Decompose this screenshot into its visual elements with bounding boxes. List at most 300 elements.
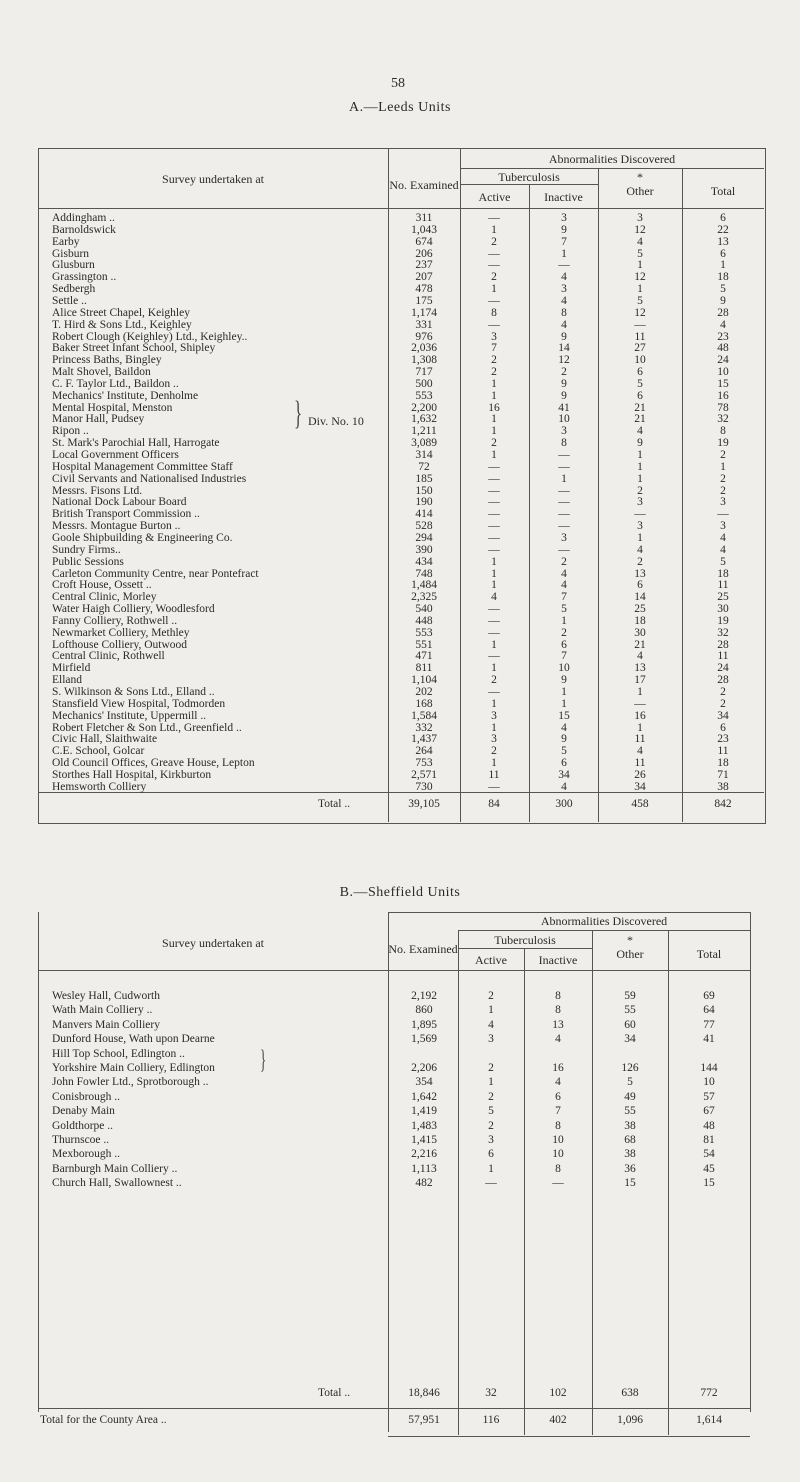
row-inactive: 4: [561, 579, 567, 592]
row-active: —: [488, 686, 500, 698]
row-name: Sundry Firms..: [52, 543, 121, 556]
total-other-b: 638: [621, 1387, 639, 1399]
row-name: Water Haigh Colliery, Woodlesford: [52, 603, 215, 616]
row-other: 18: [634, 614, 646, 627]
division-label: Div. No. 10: [308, 414, 364, 428]
table-row: [0, 1048, 800, 1061]
row-name: National Dock Labour Board: [52, 496, 187, 509]
row-total: 45: [703, 1162, 715, 1175]
page-number: 58: [391, 76, 405, 91]
row-other: 26: [634, 768, 646, 781]
row-active: 2: [488, 1062, 494, 1074]
row-name: Church Hall, Swallownest ..: [52, 1177, 182, 1190]
row-other: 11: [634, 757, 646, 770]
row-inactive: 14: [558, 342, 570, 355]
row-total: 77: [703, 1018, 715, 1031]
row-examined: 553: [415, 626, 433, 639]
row-name: Goole Shipbuilding & Engineering Co.: [52, 531, 233, 544]
row-total: 23: [717, 733, 729, 746]
row-active: 1: [491, 389, 497, 402]
row-examined: 860: [415, 1004, 433, 1017]
row-active: 1: [488, 1076, 494, 1089]
row-inactive: 1: [561, 614, 567, 627]
row-inactive: 4: [561, 567, 567, 580]
row-total: 57: [703, 1090, 715, 1103]
row-name: Yorkshire Main Colliery, Edlington: [52, 1062, 215, 1074]
row-examined: 448: [415, 614, 433, 627]
row-other: 21: [634, 413, 646, 426]
row-inactive: 34: [558, 768, 570, 781]
tuberculosis-header: Tuberculosis: [498, 170, 560, 184]
row-total: 144: [700, 1062, 718, 1074]
edlington-brace: }: [260, 1045, 267, 1074]
row-inactive: 1: [561, 247, 567, 260]
row-active: 2: [491, 271, 497, 284]
table-row: [0, 1062, 800, 1075]
row-total: 13: [717, 235, 729, 248]
row-name: Central Clinic, Rothwell: [52, 650, 165, 663]
total-active: 84: [488, 798, 500, 810]
row-inactive: 9: [561, 389, 567, 402]
row-inactive: 2: [561, 626, 567, 639]
row-total: 2: [720, 697, 726, 710]
row-total: 18: [717, 567, 729, 580]
total-examined: 39,105: [408, 798, 440, 810]
row-examined: 72: [418, 460, 430, 473]
row-active: 3: [491, 709, 497, 722]
row-inactive: 10: [558, 413, 570, 426]
row-active: 6: [488, 1148, 494, 1161]
row-other: 34: [634, 780, 646, 793]
table-row: [0, 1177, 800, 1190]
row-other: 15: [624, 1177, 636, 1190]
row-inactive: 8: [561, 306, 567, 319]
row-examined: 482: [415, 1177, 433, 1190]
row-total: 32: [717, 626, 729, 639]
row-active: 2: [491, 437, 497, 450]
row-examined: 753: [415, 757, 433, 770]
row-examined: 2,325: [411, 591, 437, 604]
total-examined-b: 18,846: [408, 1387, 440, 1399]
row-active: —: [488, 650, 500, 663]
row-name: Sedbergh: [52, 283, 96, 296]
row-other: 1: [637, 531, 643, 544]
row-other: 49: [624, 1090, 636, 1103]
survey-header-b: Survey undertaken at: [162, 936, 264, 950]
row-other: 11: [634, 733, 646, 746]
table-row: [0, 1004, 800, 1017]
row-name: Gisburn: [52, 247, 90, 260]
table-row: [0, 1105, 800, 1118]
row-examined: 553: [415, 389, 433, 402]
row-active: 16: [488, 401, 500, 414]
row-active: 2: [491, 745, 497, 758]
row-inactive: 4: [561, 294, 567, 307]
row-total: 48: [717, 342, 729, 355]
row-active: —: [488, 247, 500, 260]
row-name: Barnburgh Main Colliery ..: [52, 1162, 178, 1175]
row-other: 6: [637, 579, 643, 592]
row-active: 1: [488, 1004, 494, 1017]
row-name: Addingham ..: [52, 212, 115, 224]
row-examined: 150: [415, 484, 433, 497]
row-other: 1: [637, 686, 643, 698]
row-name: Wesley Hall, Cudworth: [52, 990, 160, 1002]
row-examined: 175: [415, 294, 433, 307]
row-total: 4: [720, 531, 726, 544]
abnormalities-header: Abnormalities Discovered: [548, 152, 676, 166]
other-header: Other: [626, 184, 654, 198]
row-name: Hemsworth Colliery: [52, 780, 147, 793]
total-label-b: Total ..: [318, 1387, 351, 1399]
row-active: 4: [488, 1018, 494, 1031]
row-total: 78: [717, 401, 729, 414]
row-name: Ripon ..: [52, 425, 89, 438]
row-active: —: [488, 318, 500, 331]
row-inactive: 6: [561, 638, 567, 651]
row-inactive: 10: [552, 1148, 564, 1161]
active-header-b: Active: [475, 953, 507, 967]
section-a-title: A.—Leeds Units: [349, 100, 451, 115]
row-inactive: 3: [561, 212, 567, 224]
inactive-header-b: Inactive: [538, 953, 578, 967]
row-total: 69: [703, 990, 715, 1002]
county-inactive: 402: [549, 1414, 567, 1426]
row-other: 11: [634, 330, 646, 343]
row-name: Mechanics' Institute, Uppermill ..: [52, 709, 207, 722]
row-inactive: 3: [561, 283, 567, 296]
row-active: 3: [488, 1033, 494, 1046]
row-examined: 1,584: [411, 709, 437, 722]
row-total: 67: [703, 1105, 715, 1118]
table-row: [0, 1019, 800, 1032]
row-other: 126: [621, 1062, 639, 1074]
row-inactive: 7: [561, 235, 567, 248]
row-active: —: [488, 294, 500, 307]
row-other: 4: [637, 543, 643, 556]
row-name: Newmarket Colliery, Methley: [52, 626, 190, 639]
row-total: 25: [717, 591, 729, 604]
inactive-header: Inactive: [544, 190, 583, 204]
row-total: 15: [717, 377, 729, 390]
row-examined: 434: [415, 555, 433, 568]
row-name: Dunford House, Wath upon Dearne: [52, 1033, 215, 1046]
row-name: Robert Clough (Keighley) Ltd., Keighley..: [52, 330, 248, 343]
row-inactive: 1: [561, 472, 567, 485]
row-other: 12: [634, 271, 646, 284]
row-active: 3: [491, 330, 497, 343]
row-total: 16: [717, 389, 729, 402]
row-examined: 294: [415, 531, 433, 544]
row-total: 6: [720, 247, 726, 260]
row-examined: 1,483: [411, 1119, 437, 1132]
row-inactive: 15: [558, 709, 570, 722]
county-active: 116: [482, 1414, 500, 1426]
row-examined: 1,174: [411, 306, 437, 319]
row-total: 48: [703, 1119, 715, 1132]
row-name: T. Hird & Sons Ltd., Keighley: [52, 318, 192, 331]
row-other: 1: [637, 259, 643, 272]
row-other: 4: [637, 650, 643, 663]
row-other: 17: [634, 674, 646, 687]
row-inactive: —: [558, 484, 570, 497]
row-total: 9: [720, 294, 726, 307]
row-active: —: [488, 543, 500, 556]
row-inactive: 41: [558, 401, 570, 414]
row-total: 4: [720, 543, 726, 556]
row-name: St. Mark's Parochial Hall, Harrogate: [52, 437, 220, 450]
row-other: 1: [637, 472, 643, 485]
row-active: 2: [491, 235, 497, 248]
row-total: 81: [703, 1134, 715, 1146]
row-other: 5: [637, 377, 643, 390]
row-other: 14: [634, 591, 646, 604]
row-other: 4: [637, 235, 643, 248]
row-examined: 2,036: [411, 342, 437, 355]
row-examined: 264: [415, 745, 433, 758]
row-inactive: —: [558, 449, 570, 461]
row-inactive: 4: [561, 721, 567, 734]
row-active: —: [488, 520, 500, 533]
row-total: 5: [720, 283, 726, 296]
row-name: S. Wilkinson & Sons Ltd., Elland ..: [52, 686, 215, 698]
examined-header: No. Examined: [389, 178, 459, 192]
row-active: 11: [488, 768, 500, 781]
examined-header-b: No. Examined: [388, 942, 458, 956]
row-examined: 332: [415, 721, 433, 734]
row-total: 1: [720, 259, 726, 272]
row-examined: 331: [415, 318, 433, 331]
row-inactive: 4: [561, 780, 567, 793]
row-inactive: 9: [561, 377, 567, 390]
row-inactive: 8: [555, 990, 561, 1002]
row-examined: 190: [415, 496, 433, 509]
row-examined: 1,415: [411, 1134, 437, 1146]
row-total: 10: [717, 366, 729, 379]
row-total: 28: [717, 674, 729, 687]
row-inactive: 4: [555, 1033, 561, 1046]
row-other: 38: [624, 1119, 636, 1132]
row-name: C.E. School, Golcar: [52, 745, 145, 758]
row-total: 23: [717, 330, 729, 343]
row-inactive: —: [558, 496, 570, 509]
section-b-title: B.—Sheffield Units: [339, 885, 461, 900]
row-inactive: 2: [561, 366, 567, 379]
row-name: Manvers Main Colliery: [52, 1018, 160, 1031]
row-active: 5: [488, 1105, 494, 1118]
row-total: 41: [703, 1033, 715, 1046]
total-header: Total: [710, 184, 736, 198]
row-examined: 674: [415, 235, 433, 248]
row-inactive: 12: [558, 354, 570, 367]
row-active: 2: [491, 366, 497, 379]
row-active: 1: [491, 579, 497, 592]
row-active: 1: [491, 413, 497, 426]
row-examined: 1,104: [411, 674, 437, 687]
row-name: Wath Main Colliery ..: [52, 1004, 153, 1017]
division-brace: }: [294, 395, 303, 432]
row-active: 1: [491, 757, 497, 770]
row-active: —: [488, 472, 500, 485]
row-inactive: 7: [555, 1105, 561, 1118]
row-examined: 206: [415, 247, 433, 260]
active-header: Active: [478, 190, 511, 204]
row-name: Manor Hall, Pudsey: [52, 413, 145, 426]
row-active: 1: [488, 1162, 494, 1175]
row-examined: 1,895: [411, 1018, 437, 1031]
row-other: 6: [637, 389, 643, 402]
row-active: 4: [491, 591, 497, 604]
row-total: 6: [720, 721, 726, 734]
county-examined: 57,951: [408, 1414, 440, 1426]
row-name: Barnoldswick: [52, 223, 116, 236]
row-name: Public Sessions: [52, 555, 124, 568]
tuberculosis-header-b: Tuberculosis: [494, 933, 556, 947]
row-other: 13: [634, 567, 646, 580]
row-inactive: 8: [555, 1004, 561, 1017]
row-examined: 471: [415, 650, 433, 663]
row-examined: 1,419: [411, 1105, 437, 1118]
row-inactive: 9: [561, 223, 567, 236]
row-total: 11: [717, 579, 729, 592]
row-name: Glusburn: [52, 259, 95, 272]
row-other: 60: [624, 1018, 636, 1031]
row-inactive: 5: [561, 745, 567, 758]
row-other: 16: [634, 709, 646, 722]
row-examined: 2,206: [411, 1062, 437, 1074]
row-active: 1: [491, 721, 497, 734]
row-active: 3: [488, 1134, 494, 1146]
row-examined: 314: [415, 449, 433, 461]
row-examined: 551: [415, 638, 433, 651]
row-other: 21: [634, 638, 646, 651]
table-row: [0, 1120, 800, 1133]
row-total: 11: [717, 745, 729, 758]
row-examined: 976: [415, 330, 433, 343]
row-examined: 540: [415, 603, 433, 616]
row-examined: 478: [415, 283, 433, 296]
row-total: 30: [717, 603, 729, 616]
row-other: 27: [634, 342, 646, 355]
row-inactive: 7: [561, 650, 567, 663]
row-active: 1: [491, 638, 497, 651]
row-total: 8: [720, 425, 726, 438]
row-total: 1: [720, 460, 726, 473]
row-total: 71: [717, 768, 729, 781]
row-name: Hill Top School, Edlington ..: [52, 1047, 185, 1060]
row-active: 2: [488, 1090, 494, 1103]
row-total: 5: [720, 555, 726, 568]
row-active: 1: [491, 697, 497, 710]
row-name: Baker Street Infant School, Shipley: [52, 342, 216, 355]
sheffield-total-row: [0, 1387, 800, 1400]
table-row: [0, 1148, 800, 1161]
row-inactive: —: [558, 259, 570, 272]
total-total-b: 772: [700, 1387, 718, 1399]
row-examined: 500: [415, 377, 433, 390]
row-inactive: 3: [561, 531, 567, 544]
row-inactive: 3: [561, 425, 567, 438]
row-name: Thurnscoe ..: [52, 1134, 110, 1146]
row-name: Stansfield View Hospital, Todmorden: [52, 697, 226, 710]
row-total: 10: [703, 1076, 715, 1089]
row-active: —: [488, 531, 500, 544]
row-total: 64: [703, 1004, 715, 1017]
row-other: 2: [637, 484, 643, 497]
row-active: 1: [491, 555, 497, 568]
abnormalities-header-b: Abnormalities Discovered: [540, 914, 668, 928]
row-other: 55: [624, 1105, 636, 1118]
row-name: Settle ..: [52, 294, 87, 307]
row-inactive: 1: [561, 697, 567, 710]
row-examined: 1,043: [411, 223, 437, 236]
row-inactive: 9: [561, 330, 567, 343]
row-name: Civil Servants and Nationalised Industries: [52, 472, 247, 485]
row-other: 5: [637, 294, 643, 307]
row-active: —: [488, 508, 500, 521]
row-total: 19: [717, 437, 729, 450]
row-active: 7: [491, 342, 497, 355]
row-name: British Transport Commission ..: [52, 508, 200, 521]
row-name: C. F. Taylor Ltd., Baildon ..: [52, 377, 179, 390]
row-total: 34: [717, 709, 729, 722]
row-name: Earby: [52, 235, 80, 248]
row-examined: 2,571: [411, 768, 437, 781]
row-inactive: 6: [561, 757, 567, 770]
row-active: —: [488, 626, 500, 639]
row-active: 2: [491, 354, 497, 367]
row-examined: 1,113: [411, 1162, 437, 1175]
row-active: 1: [491, 283, 497, 296]
row-other: 1: [637, 449, 643, 461]
row-name: Alice Street Chapel, Keighley: [52, 306, 190, 319]
row-total: —: [717, 508, 729, 521]
row-inactive: 7: [561, 591, 567, 604]
row-active: —: [485, 1177, 497, 1190]
survey-header: Survey undertaken at: [162, 172, 264, 186]
row-name: Mirfield: [52, 662, 91, 675]
row-active: 2: [491, 674, 497, 687]
row-active: —: [488, 780, 500, 793]
row-other: 59: [624, 990, 636, 1002]
row-active: 1: [491, 223, 497, 236]
row-inactive: 4: [555, 1076, 561, 1089]
row-total: 54: [703, 1148, 715, 1161]
row-active: 8: [491, 306, 497, 319]
row-examined: 1,569: [411, 1033, 437, 1046]
row-active: 2: [488, 1119, 494, 1132]
row-other: 34: [624, 1033, 636, 1046]
row-other: 12: [634, 306, 646, 319]
county-label: Total for the County Area ..: [40, 1414, 167, 1426]
total-active-b: 32: [485, 1387, 497, 1399]
total-header-b: Total: [696, 947, 722, 961]
row-total: 3: [720, 520, 726, 533]
row-other: —: [634, 508, 646, 521]
row-name: Central Clinic, Morley: [52, 591, 157, 604]
row-name: Carleton Community Centre, near Pontefract: [52, 567, 259, 580]
total-total: 842: [714, 798, 732, 810]
row-other: 38: [624, 1148, 636, 1161]
county-total: 1,614: [696, 1414, 722, 1426]
row-other: 3: [637, 520, 643, 533]
total-inactive-b: 102: [549, 1387, 567, 1399]
row-name: Storthes Hall Hospital, Kirkburton: [52, 768, 212, 781]
row-name: Old Council Offices, Greave House, Lepton: [52, 757, 255, 770]
row-inactive: 1: [561, 686, 567, 698]
row-total: 2: [720, 449, 726, 461]
row-inactive: 5: [561, 603, 567, 616]
